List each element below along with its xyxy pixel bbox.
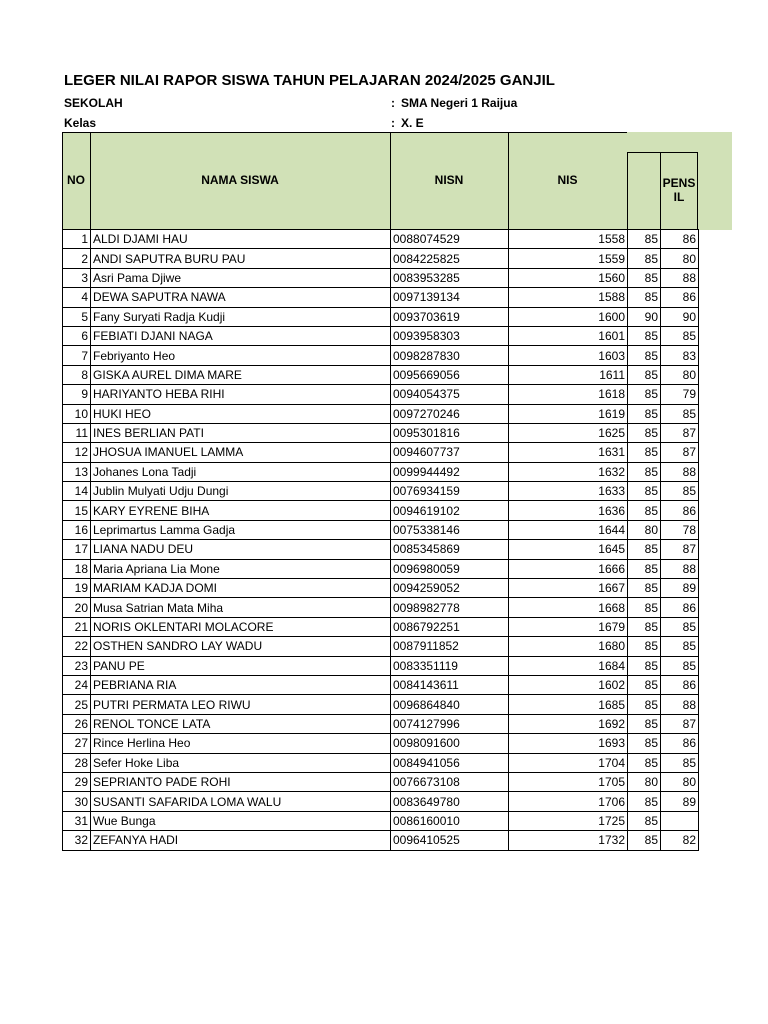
grade-value: 90	[628, 307, 661, 326]
student-nis: 1644	[509, 520, 628, 539]
grade-value: 85	[628, 811, 661, 830]
document-title: LEGER NILAI RAPOR SISWA TAHUN PELAJARAN 2024/2025 GANJIL	[64, 72, 555, 89]
student-no: 26	[63, 714, 91, 733]
student-name: Jublin Mulyati Udju Dungi	[91, 482, 391, 501]
student-no: 11	[63, 423, 91, 442]
pensil-grade: 86	[661, 288, 699, 307]
student-nis: 1633	[509, 482, 628, 501]
school-value: SMA Negeri 1 Raijua	[401, 96, 518, 110]
student-name: Maria Apriana Lia Mone	[91, 559, 391, 578]
student-no: 20	[63, 598, 91, 617]
student-no: 19	[63, 579, 91, 598]
grade-value: 85	[628, 559, 661, 578]
grade-value: 85	[628, 365, 661, 384]
table-row	[63, 734, 699, 753]
student-name: ZEFANYA HADI	[91, 831, 391, 850]
student-nis: 1619	[509, 404, 628, 423]
student-nis: 1631	[509, 443, 628, 462]
grade-value: 85	[628, 617, 661, 636]
pensil-grade: 86	[661, 598, 699, 617]
pensil-grade: 86	[661, 734, 699, 753]
pensil-grade: 88	[661, 695, 699, 714]
student-nisn: 0098091600	[391, 734, 509, 753]
pensil-grade	[661, 811, 699, 830]
student-nis: 1602	[509, 675, 628, 694]
student-nis: 1666	[509, 559, 628, 578]
student-nisn: 0088074529	[391, 230, 509, 249]
pensil-grade: 88	[661, 462, 699, 481]
header-pensil	[661, 176, 697, 204]
pensil-grade: 80	[661, 772, 699, 791]
pensil-grade: 79	[661, 385, 699, 404]
student-no: 13	[63, 462, 91, 481]
header-subgroup-line	[627, 152, 697, 153]
table-row	[63, 423, 699, 442]
student-name: OSTHEN SANDRO LAY WADU	[91, 637, 391, 656]
student-no: 31	[63, 811, 91, 830]
student-name: PUTRI PERMATA LEO RIWU	[91, 695, 391, 714]
student-name: GISKA AUREL DIMA MARE	[91, 365, 391, 384]
pensil-grade: 86	[661, 501, 699, 520]
student-nisn: 0074127996	[391, 714, 509, 733]
grade-value: 85	[628, 404, 661, 423]
student-name: PANU PE	[91, 656, 391, 675]
pensil-grade: 82	[661, 831, 699, 850]
student-nis: 1725	[509, 811, 628, 830]
student-no: 8	[63, 365, 91, 384]
table-row	[63, 404, 699, 423]
grade-value: 85	[628, 792, 661, 811]
table-row	[63, 482, 699, 501]
header-divider	[697, 152, 698, 230]
table-row	[63, 714, 699, 733]
student-nis: 1559	[509, 249, 628, 268]
table-row	[63, 772, 699, 791]
table-row	[63, 540, 699, 559]
student-nisn: 0093703619	[391, 307, 509, 326]
student-nis: 1732	[509, 831, 628, 850]
grade-value: 85	[628, 288, 661, 307]
student-nisn: 0095301816	[391, 423, 509, 442]
student-nis: 1706	[509, 792, 628, 811]
student-nis: 1618	[509, 385, 628, 404]
table-row	[63, 520, 699, 539]
student-name: SUSANTI SAFARIDA LOMA WALU	[91, 792, 391, 811]
student-nisn: 0084225825	[391, 249, 509, 268]
pensil-grade: 80	[661, 365, 699, 384]
student-no: 29	[63, 772, 91, 791]
pensil-grade: 85	[661, 656, 699, 675]
student-no: 2	[63, 249, 91, 268]
table-row	[63, 365, 699, 384]
student-nis: 1693	[509, 734, 628, 753]
grade-value: 85	[628, 385, 661, 404]
grade-value: 85	[628, 734, 661, 753]
grade-value: 85	[628, 714, 661, 733]
pensil-grade: 83	[661, 346, 699, 365]
class-value: X. E	[401, 116, 424, 130]
student-name: NORIS OKLENTARI MOLACORE	[91, 617, 391, 636]
student-nisn: 0093958303	[391, 326, 509, 345]
student-nisn: 0075338146	[391, 520, 509, 539]
student-nisn: 0097270246	[391, 404, 509, 423]
student-name: LIANA NADU DEU	[91, 540, 391, 559]
student-nis: 1600	[509, 307, 628, 326]
class-colon: :	[391, 116, 395, 130]
header-nisn: NISN	[434, 173, 464, 187]
pensil-grade: 89	[661, 792, 699, 811]
student-nisn: 0076934159	[391, 482, 509, 501]
grade-value: 85	[628, 346, 661, 365]
student-name: SEPRIANTO PADE ROHI	[91, 772, 391, 791]
pensil-grade: 85	[661, 404, 699, 423]
table-row	[63, 753, 699, 772]
pensil-grade: 85	[661, 637, 699, 656]
student-name: Asri Pama Djiwe	[91, 268, 391, 287]
pensil-grade: 87	[661, 714, 699, 733]
student-no: 1	[63, 230, 91, 249]
student-nisn: 0096864840	[391, 695, 509, 714]
class-label: Kelas	[64, 116, 97, 130]
table-row	[63, 559, 699, 578]
pensil-grade: 85	[661, 753, 699, 772]
student-nisn: 0098287830	[391, 346, 509, 365]
student-nisn: 0086792251	[391, 617, 509, 636]
student-name: KARY EYRENE BIHA	[91, 501, 391, 520]
student-nisn: 0084143611	[391, 675, 509, 694]
grade-value: 85	[628, 326, 661, 345]
student-name: FEBIATI DJANI NAGA	[91, 326, 391, 345]
student-nis: 1679	[509, 617, 628, 636]
table-row	[63, 637, 699, 656]
grade-value: 85	[628, 268, 661, 287]
student-nisn: 0098982778	[391, 598, 509, 617]
student-nis: 1668	[509, 598, 628, 617]
grade-value: 85	[628, 540, 661, 559]
table-row	[63, 656, 699, 675]
student-nis: 1680	[509, 637, 628, 656]
table-row	[63, 326, 699, 345]
table-row	[63, 346, 699, 365]
student-no: 32	[63, 831, 91, 850]
grade-value: 85	[628, 423, 661, 442]
pensil-grade: 85	[661, 617, 699, 636]
grade-value: 85	[628, 831, 661, 850]
student-nis: 1558	[509, 230, 628, 249]
student-nisn: 0087911852	[391, 637, 509, 656]
student-nisn: 0094607737	[391, 443, 509, 462]
student-nis: 1684	[509, 656, 628, 675]
table-header	[62, 132, 732, 230]
student-name: Rince Herlina Heo	[91, 734, 391, 753]
student-nisn: 0099944492	[391, 462, 509, 481]
student-nisn: 0094054375	[391, 385, 509, 404]
grades-table-body	[63, 230, 699, 851]
student-nis: 1636	[509, 501, 628, 520]
grade-value: 80	[628, 772, 661, 791]
student-name: Johanes Lona Tadji	[91, 462, 391, 481]
student-name: Febriyanto Heo	[91, 346, 391, 365]
student-name: ALDI DJAMI HAU	[91, 230, 391, 249]
grade-value: 85	[628, 462, 661, 481]
student-name: HARIYANTO HEBA RIHI	[91, 385, 391, 404]
header-divider	[627, 152, 628, 230]
pensil-grade: 78	[661, 520, 699, 539]
school-colon: :	[391, 96, 395, 110]
grade-value: 85	[628, 637, 661, 656]
header-nama-siswa: NAMA SISWA	[201, 173, 279, 187]
header-no: NO	[67, 173, 85, 187]
student-no: 3	[63, 268, 91, 287]
student-no: 24	[63, 675, 91, 694]
student-no: 14	[63, 482, 91, 501]
table-row	[63, 462, 699, 481]
student-name: Wue Bunga	[91, 811, 391, 830]
student-nisn: 0096410525	[391, 831, 509, 850]
student-no: 30	[63, 792, 91, 811]
student-name: HUKI HEO	[91, 404, 391, 423]
table-row	[63, 579, 699, 598]
header-nis: NIS	[557, 173, 578, 187]
student-name: JHOSUA IMANUEL LAMMA	[91, 443, 391, 462]
student-name: PEBRIANA RIA	[91, 675, 391, 694]
table-row	[63, 307, 699, 326]
student-nis: 1685	[509, 695, 628, 714]
pensil-grade: 87	[661, 423, 699, 442]
grade-value: 85	[628, 598, 661, 617]
student-nis: 1588	[509, 288, 628, 307]
student-no: 17	[63, 540, 91, 559]
pensil-grade: 85	[661, 482, 699, 501]
pensil-grade: 90	[661, 307, 699, 326]
student-no: 7	[63, 346, 91, 365]
student-nisn: 0095669056	[391, 365, 509, 384]
student-name: RENOL TONCE LATA	[91, 714, 391, 733]
grade-value: 85	[628, 501, 661, 520]
student-no: 15	[63, 501, 91, 520]
student-no: 25	[63, 695, 91, 714]
student-nis: 1611	[509, 365, 628, 384]
table-row	[63, 268, 699, 287]
table-row	[63, 230, 699, 249]
grade-value: 85	[628, 230, 661, 249]
table-row	[63, 695, 699, 714]
grade-value: 85	[628, 675, 661, 694]
student-no: 5	[63, 307, 91, 326]
grade-value: 85	[628, 482, 661, 501]
student-no: 10	[63, 404, 91, 423]
student-nis: 1667	[509, 579, 628, 598]
student-no: 27	[63, 734, 91, 753]
grade-value: 85	[628, 753, 661, 772]
student-name: Musa Satrian Mata Miha	[91, 598, 391, 617]
grade-value: 85	[628, 695, 661, 714]
student-nisn: 0083649780	[391, 792, 509, 811]
table-row	[63, 811, 699, 830]
student-nisn: 0097139134	[391, 288, 509, 307]
student-nisn: 0083351119	[391, 656, 509, 675]
student-nis: 1705	[509, 772, 628, 791]
student-no: 16	[63, 520, 91, 539]
student-name: INES BERLIAN PATI	[91, 423, 391, 442]
student-name: ANDI SAPUTRA BURU PAU	[91, 249, 391, 268]
pensil-grade: 86	[661, 230, 699, 249]
student-name: Sefer Hoke Liba	[91, 753, 391, 772]
grades-table	[62, 229, 699, 851]
student-name: Fany Suryati Radja Kudji	[91, 307, 391, 326]
grade-value: 85	[628, 656, 661, 675]
pensil-grade: 85	[661, 326, 699, 345]
student-name: DEWA SAPUTRA NAWA	[91, 288, 391, 307]
table-row	[63, 501, 699, 520]
pensil-grade: 88	[661, 559, 699, 578]
school-label: SEKOLAH	[64, 96, 123, 110]
student-name: MARIAM KADJA DOMI	[91, 579, 391, 598]
table-row	[63, 675, 699, 694]
pensil-grade: 87	[661, 443, 699, 462]
student-nis: 1560	[509, 268, 628, 287]
pensil-grade: 88	[661, 268, 699, 287]
student-nisn: 0084941056	[391, 753, 509, 772]
grade-value: 85	[628, 249, 661, 268]
student-nisn: 0083953285	[391, 268, 509, 287]
table-row	[63, 385, 699, 404]
student-nisn: 0094259052	[391, 579, 509, 598]
student-no: 4	[63, 288, 91, 307]
table-row	[63, 288, 699, 307]
student-nisn: 0085345869	[391, 540, 509, 559]
table-row	[63, 598, 699, 617]
student-nis: 1645	[509, 540, 628, 559]
student-no: 18	[63, 559, 91, 578]
pensil-grade: 89	[661, 579, 699, 598]
grade-value: 85	[628, 443, 661, 462]
student-nisn: 0076673108	[391, 772, 509, 791]
student-no: 23	[63, 656, 91, 675]
student-name: Leprimartus Lamma Gadja	[91, 520, 391, 539]
header-border-top	[62, 132, 627, 133]
student-nisn: 0094619102	[391, 501, 509, 520]
student-no: 28	[63, 753, 91, 772]
pensil-grade: 86	[661, 675, 699, 694]
student-nis: 1692	[509, 714, 628, 733]
pensil-grade: 80	[661, 249, 699, 268]
table-row	[63, 792, 699, 811]
table-row	[63, 443, 699, 462]
grade-value: 80	[628, 520, 661, 539]
header-pensil-line1: PENS	[662, 176, 696, 190]
student-nis: 1632	[509, 462, 628, 481]
student-nisn: 0086160010	[391, 811, 509, 830]
student-nis: 1603	[509, 346, 628, 365]
student-nis: 1601	[509, 326, 628, 345]
student-nis: 1704	[509, 753, 628, 772]
student-no: 21	[63, 617, 91, 636]
header-pensil-line2: IL	[673, 190, 685, 204]
pensil-grade: 87	[661, 540, 699, 559]
grade-value: 85	[628, 579, 661, 598]
student-nis: 1625	[509, 423, 628, 442]
student-nisn: 0096980059	[391, 559, 509, 578]
student-no: 12	[63, 443, 91, 462]
table-row	[63, 249, 699, 268]
student-no: 22	[63, 637, 91, 656]
table-row	[63, 831, 699, 850]
table-row	[63, 617, 699, 636]
student-no: 6	[63, 326, 91, 345]
student-no: 9	[63, 385, 91, 404]
